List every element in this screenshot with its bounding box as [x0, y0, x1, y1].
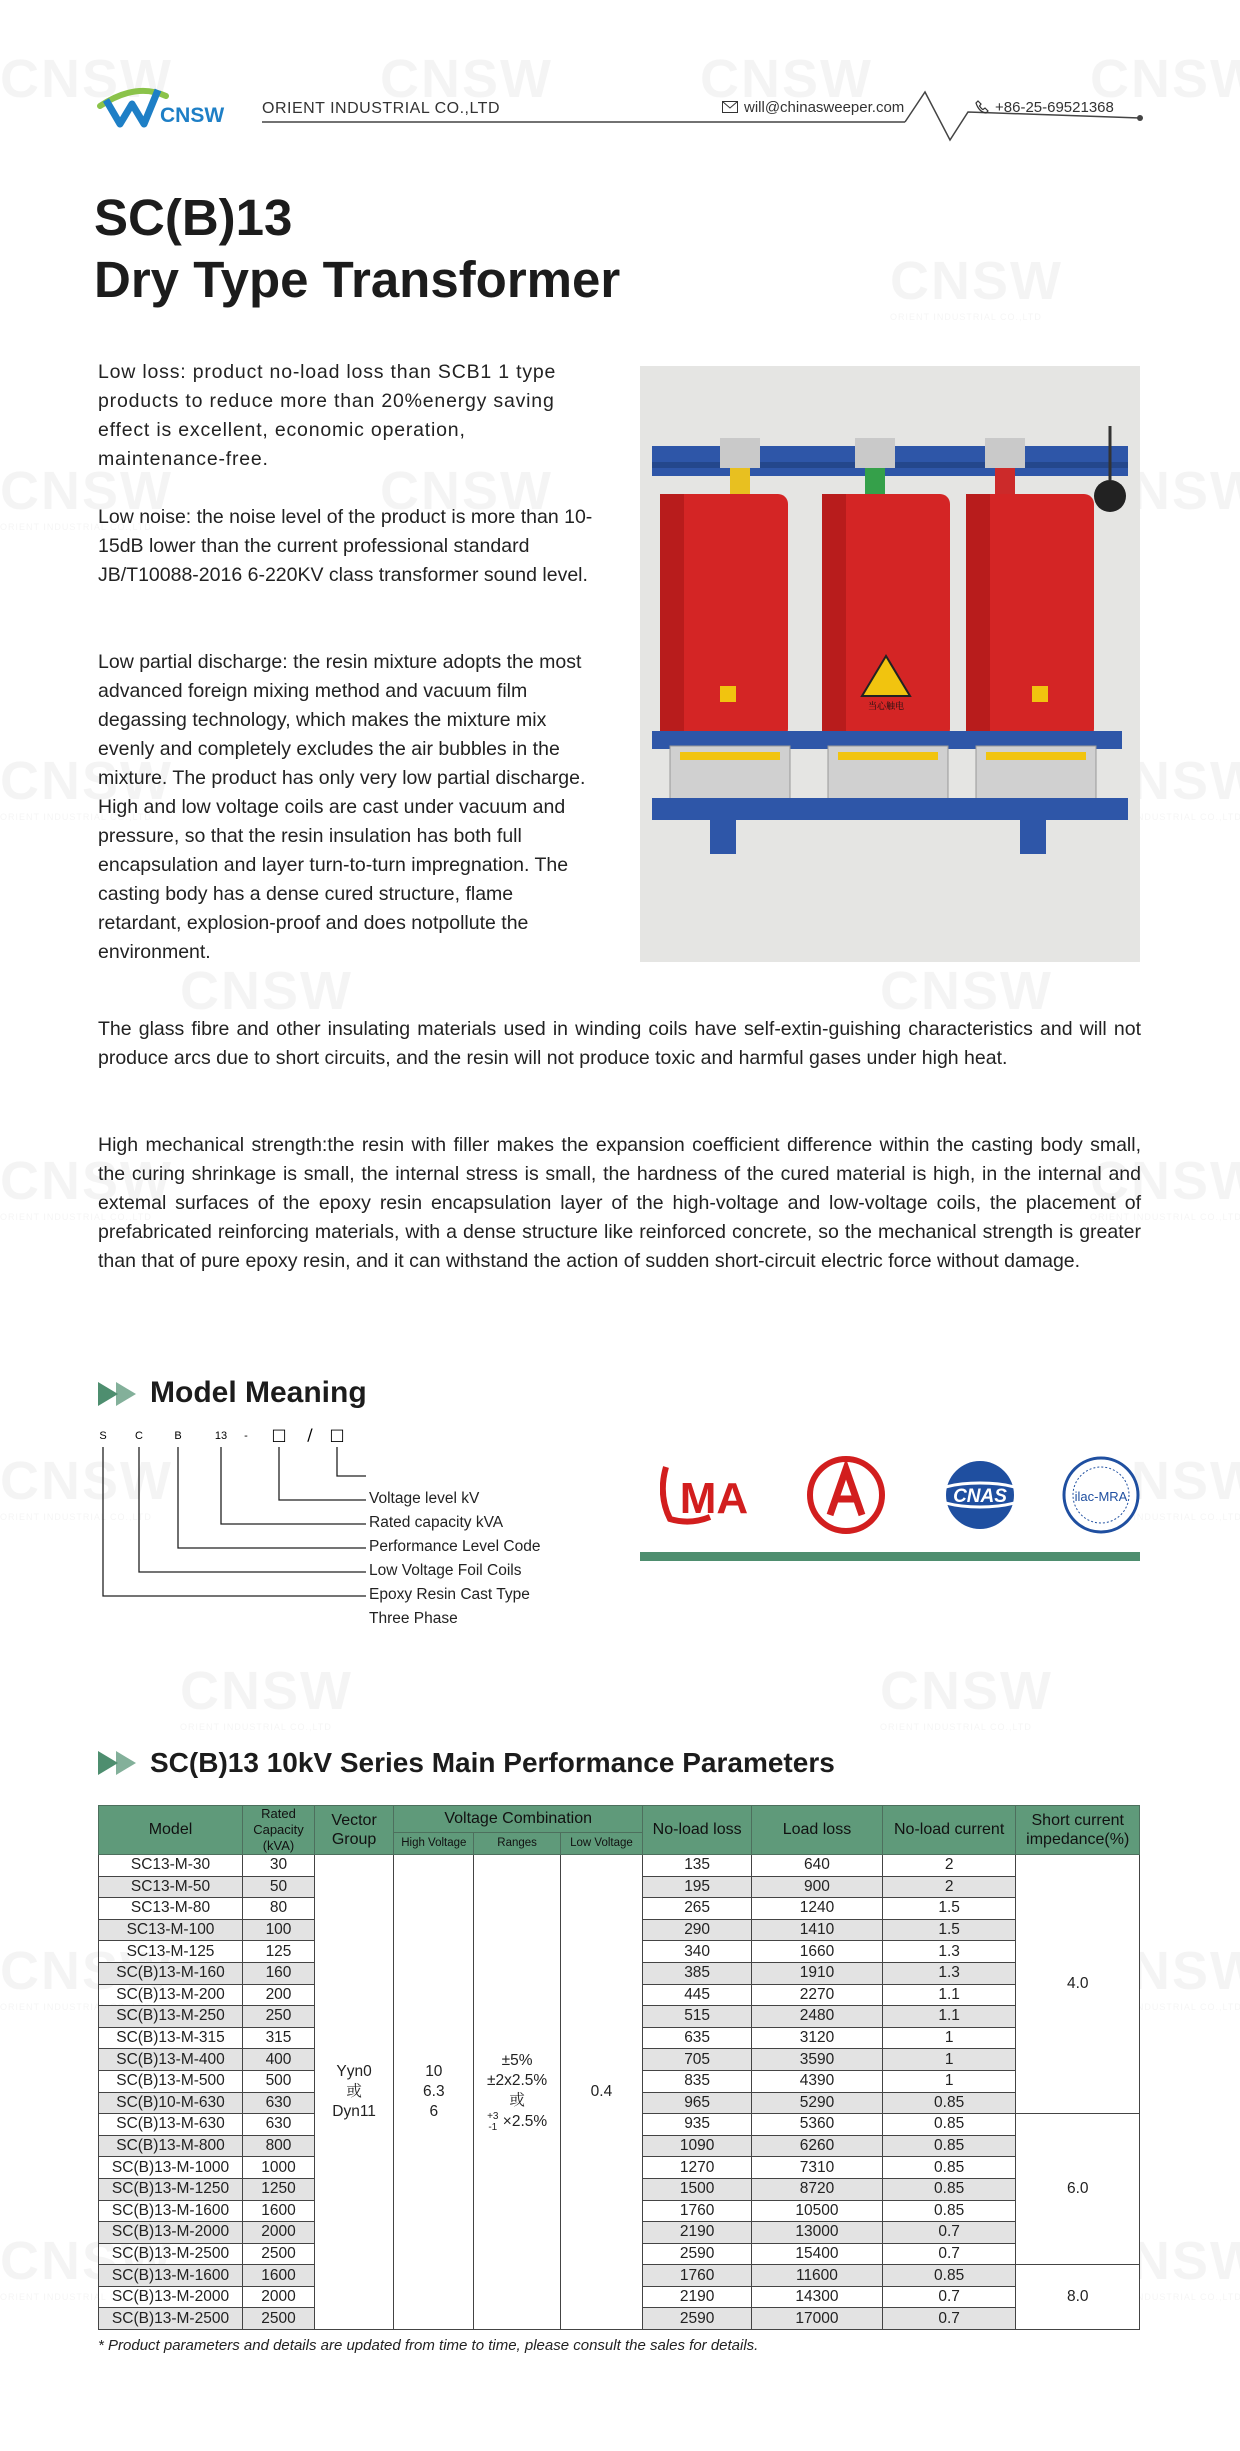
cell-model: SC(B)13-M-2500	[99, 2308, 243, 2330]
cell-model: SC(B)13-M-1600	[99, 2265, 243, 2287]
hv-line: 6.3	[423, 2083, 445, 2101]
cell-load-loss: 13000	[752, 2222, 883, 2244]
cell-load-loss: 10500	[752, 2200, 883, 2222]
cell-capacity: 1000	[243, 2157, 315, 2179]
cell-load-loss: 8720	[752, 2178, 883, 2200]
cell-model: SC(B)13-M-250	[99, 2006, 243, 2028]
col-noload: No-load loss	[643, 1806, 752, 1855]
cell-load-loss: 6260	[752, 2135, 883, 2157]
hv-line: 6	[429, 2103, 439, 2121]
col-hv: High Voltage	[394, 1832, 474, 1854]
cell-impedance: 8.0	[1016, 2265, 1140, 2330]
col-current: No-load current	[882, 1806, 1016, 1855]
cell-noload-current: 1	[882, 2027, 1016, 2049]
cell-model: SC(B)13-M-500	[99, 2070, 243, 2092]
watermark	[180, 1660, 353, 1732]
header-phone[interactable]	[975, 99, 1114, 116]
col-load: Load loss	[752, 1806, 883, 1855]
cell-capacity: 80	[243, 1898, 315, 1920]
section-arrow-icon	[98, 1749, 142, 1777]
cell-noload-current: 0.7	[882, 2286, 1016, 2308]
cal-logo-icon	[800, 1455, 892, 1535]
cell-capacity: 250	[243, 2006, 315, 2028]
cell-load-loss: 11600	[752, 2265, 883, 2287]
code-box-1: □	[271, 1425, 287, 1444]
cell-model: SC(B)13-M-1000	[99, 2157, 243, 2179]
cell-model: SC(B)13-M-1600	[99, 2200, 243, 2222]
cell-noload-current: 1.3	[882, 1962, 1016, 1984]
cell-noload-current: 0.85	[882, 2265, 1016, 2287]
cell-ranges	[474, 1855, 560, 2330]
cell-noload-current: 2	[882, 1855, 1016, 1877]
cell-capacity: 1600	[243, 2265, 315, 2287]
model-label-phase: Three Phase	[369, 1610, 458, 1627]
cell-capacity: 200	[243, 1984, 315, 2006]
cell-impedance: 6.0	[1016, 2114, 1140, 2265]
model-label-performance: Performance Level Code	[369, 1538, 541, 1555]
code-dash: -	[244, 1430, 248, 1442]
cell-capacity: 160	[243, 1962, 315, 1984]
cell-noload-current: 0.7	[882, 2308, 1016, 2330]
model-label-capacity: Rated capacity kVA	[369, 1514, 504, 1531]
col-voltage: Voltage Combination	[394, 1806, 643, 1833]
parameters-table	[98, 1805, 1140, 2330]
feature-low-noise: Low noise: the noise level of the product is more than 10-15dB lower than the current professional standard JB/T10088-2016 6-220KV class transformer sound level.	[98, 506, 593, 586]
col-ranges: Ranges	[474, 1832, 560, 1854]
cell-model: SC(B)13-M-2500	[99, 2243, 243, 2265]
phone-icon	[975, 100, 989, 114]
feature-low-loss: Low loss: product no-load loss than SCB1 1 type products to reduce more than 20%energy saving effect is excellent, economic operation, maintenance-free.	[98, 361, 557, 470]
cell-model: SC(B)13-M-160	[99, 1962, 243, 1984]
cell-load-loss: 900	[752, 1876, 883, 1898]
code-13: 13	[214, 1430, 228, 1442]
cell-noload-current: 1	[882, 2049, 1016, 2071]
range-line	[474, 2111, 559, 2133]
cell-noload-current: 0.85	[882, 2092, 1016, 2114]
cell-model: SC13-M-50	[99, 1876, 243, 1898]
header-email[interactable]	[722, 99, 904, 116]
cell-capacity: 2500	[243, 2308, 315, 2330]
cell-capacity: 400	[243, 2049, 315, 2071]
params-heading: SC(B)13 10kV Series Main Performance Parameters	[150, 1747, 835, 1778]
cell-model: SC13-M-100	[99, 1919, 243, 1941]
cell-noload-loss: 290	[643, 1919, 752, 1941]
cnas-text: CNAS	[953, 1486, 1007, 1507]
cell-noload-loss: 195	[643, 1876, 752, 1898]
range-plus: +3	[487, 2111, 499, 2123]
cell-capacity: 50	[243, 1876, 315, 1898]
code-b: B	[174, 1430, 182, 1442]
cell-load-loss: 5290	[752, 2092, 883, 2114]
cell-low-voltage	[560, 1855, 642, 2330]
cell-capacity: 315	[243, 2027, 315, 2049]
cell-model: SC(B)13-M-200	[99, 1984, 243, 2006]
page-header	[0, 0, 1240, 150]
cell-model: SC(B)13-M-800	[99, 2135, 243, 2157]
cell-model: SC(B)13-M-2000	[99, 2222, 243, 2244]
cell-load-loss: 1240	[752, 1898, 883, 1920]
cell-vector-group	[315, 1855, 394, 2330]
ilac-logo	[1060, 1455, 1142, 1537]
cnas-logo	[930, 1455, 1030, 1535]
feature-low-discharge: Low partial discharge: the resin mixture adopts the most advanced foreign mixing method and vacuum film degassing technology, which makes the mixture mix evenly and completely excludes the air bubbles in the mixture. The product has only very low partial discharge. High and low voltage coils are cast under vacuum and pressure, so that the resin insulation has both full encapsulation and layer turn-to-turn impregnation. The casting body has a dense cured structure, flame retardant, explosion-proof and does notpollute the environment.	[98, 651, 586, 963]
cell-model: SC(B)13-M-2000	[99, 2286, 243, 2308]
cell-noload-loss: 385	[643, 1962, 752, 1984]
col-vector: Vector Group	[315, 1806, 394, 1855]
range-line: ±2x2.5%	[487, 2072, 548, 2090]
cell-noload-loss: 445	[643, 1984, 752, 2006]
code-s: S	[99, 1430, 107, 1442]
cell-noload-loss: 705	[643, 2049, 752, 2071]
model-label-epoxy: Epoxy Resin Cast Type	[369, 1586, 530, 1603]
vector-line: 或	[346, 2083, 362, 2101]
cell-noload-loss: 1760	[643, 2265, 752, 2287]
page-title-line1: SC(B)13	[94, 189, 293, 246]
cell-noload-loss: 135	[643, 1855, 752, 1877]
watermark	[880, 1660, 1053, 1732]
cell-model: SC13-M-125	[99, 1941, 243, 1963]
model-label-foil: Low Voltage Foil Coils	[369, 1562, 522, 1579]
cell-capacity: 500	[243, 2070, 315, 2092]
cell-load-loss: 3120	[752, 2027, 883, 2049]
cell-noload-loss: 2590	[643, 2308, 752, 2330]
company-logo[interactable]	[96, 72, 246, 132]
cell-noload-loss: 515	[643, 2006, 752, 2028]
cell-load-loss: 2270	[752, 1984, 883, 2006]
cell-load-loss: 1410	[752, 1919, 883, 1941]
cell-noload-current: 0.85	[882, 2157, 1016, 2179]
cell-noload-loss: 965	[643, 2092, 752, 2114]
lv-line: 0.4	[590, 2083, 613, 2101]
cell-capacity: 100	[243, 1919, 315, 1941]
feature-self-extinguishing: The glass fibre and other insulating materials used in winding coils have self-extin-guishing characteristics and will not produce arcs due to short circuits, and the resin will not produce toxic and harmful gases under high heat.	[98, 1018, 1141, 1069]
model-meaning-heading: Model Meaning	[150, 1376, 367, 1409]
model-code-diagram	[96, 1425, 386, 1640]
cell-noload-current: 2	[882, 1876, 1016, 1898]
cell-noload-current: 1.5	[882, 1919, 1016, 1941]
parameters-body	[99, 1855, 1140, 2330]
watermark	[880, 960, 1053, 1022]
company-name: ORIENT INDUSTRIAL CO.,LTD	[262, 100, 501, 117]
cell-noload-loss: 835	[643, 2070, 752, 2092]
cell-capacity: 630	[243, 2092, 315, 2114]
cell-noload-loss: 1270	[643, 2157, 752, 2179]
code-box-2: □	[329, 1425, 345, 1444]
range-line: ±5%	[501, 2052, 533, 2070]
page-title-line2: Dry Type Transformer	[94, 251, 621, 308]
hv-line: 10	[425, 2063, 443, 2081]
cell-noload-loss: 1760	[643, 2200, 752, 2222]
cell-model: SC(B)13-M-315	[99, 2027, 243, 2049]
cell-capacity: 1250	[243, 2178, 315, 2200]
cell-load-loss: 640	[752, 1855, 883, 1877]
cell-load-loss: 1910	[752, 1962, 883, 1984]
cell-noload-current: 1.5	[882, 1898, 1016, 1920]
cell-model: SC(B)13-M-1250	[99, 2178, 243, 2200]
code-c: C	[135, 1430, 143, 1442]
section-arrow-icon	[98, 1380, 142, 1408]
range-step: ×2.5%	[502, 2113, 548, 2131]
cell-capacity: 800	[243, 2135, 315, 2157]
col-capacity: Rated Capacity (kVA)	[243, 1806, 315, 1855]
cell-high-voltage	[394, 1855, 474, 2330]
cell-capacity: 630	[243, 2114, 315, 2136]
cell-noload-current: 0.85	[882, 2200, 1016, 2222]
cell-noload-current: 0.85	[882, 2114, 1016, 2136]
cell-noload-loss: 1090	[643, 2135, 752, 2157]
cell-noload-current: 1	[882, 2070, 1016, 2092]
logo-mark-icon	[96, 72, 246, 132]
cell-capacity: 1600	[243, 2200, 315, 2222]
cell-noload-current: 1.3	[882, 1941, 1016, 1963]
cell-model: SC(B)13-M-630	[99, 2114, 243, 2136]
ilac-text: ilac-MRA	[1074, 1489, 1128, 1504]
mail-icon	[722, 101, 738, 113]
range-line: 或	[509, 2092, 525, 2110]
cell-model: SC13-M-30	[99, 1855, 243, 1877]
cell-noload-current: 0.7	[882, 2243, 1016, 2265]
cell-noload-loss: 635	[643, 2027, 752, 2049]
cell-load-loss: 3590	[752, 2049, 883, 2071]
logo-text: CNSW	[160, 104, 225, 127]
cell-load-loss: 17000	[752, 2308, 883, 2330]
product-photo	[640, 366, 1140, 962]
cell-noload-loss: 340	[643, 1941, 752, 1963]
cell-capacity: 2000	[243, 2222, 315, 2244]
watermark	[180, 960, 353, 1022]
cell-impedance: 4.0	[1016, 1855, 1140, 2114]
cell-noload-current: 1.1	[882, 1984, 1016, 2006]
cell-model: SC13-M-80	[99, 1898, 243, 1920]
col-lv: Low Voltage	[560, 1832, 642, 1854]
cell-capacity: 125	[243, 1941, 315, 1963]
cell-load-loss: 2480	[752, 2006, 883, 2028]
cell-noload-current: 0.85	[882, 2135, 1016, 2157]
cell-noload-current: 0.7	[882, 2222, 1016, 2244]
footnote: * Product parameters and details are updated from time to time, please consult the sales for details.	[98, 2337, 759, 2354]
warning-label: 当心触电	[867, 701, 905, 711]
table-row	[99, 1855, 1140, 1877]
cell-load-loss: 5360	[752, 2114, 883, 2136]
cell-model: SC(B)13-M-400	[99, 2049, 243, 2071]
cell-model: SC(B)10-M-630	[99, 2092, 243, 2114]
cell-capacity: 2000	[243, 2286, 315, 2308]
watermark	[890, 250, 1063, 322]
cell-noload-loss: 1500	[643, 2178, 752, 2200]
model-label-voltage: Voltage level kV	[369, 1490, 480, 1507]
vector-line: Yyn0	[336, 2063, 372, 2081]
cma-logo	[660, 1455, 760, 1535]
cell-capacity: 30	[243, 1855, 315, 1877]
cell-load-loss: 1660	[752, 1941, 883, 1963]
cell-noload-current: 1.1	[882, 2006, 1016, 2028]
cell-noload-loss: 935	[643, 2114, 752, 2136]
cell-noload-loss: 265	[643, 1898, 752, 1920]
vector-line: Dyn11	[332, 2103, 376, 2121]
cell-noload-loss: 2590	[643, 2243, 752, 2265]
cell-load-loss: 15400	[752, 2243, 883, 2265]
range-minus: -1	[488, 2122, 498, 2134]
email-text: will@chinasweeper.com	[744, 99, 905, 116]
feature-mechanical-strength: High mechanical strength:the resin with filler makes the expansion coefficient difference within the casting body small, the curing shrinkage is small, the internal stress is small, the hardness of the cured material is high, in the internal and extemal surfaces of the epoxy resin encapsulation layer of the high-voltage and low-voltage coils, the placement of prefabricated reinforcing materials, with a dense structure like reinforced concrete, so the mechanical strength is greater than that of pure epoxy resin, and it can withstand the action of sudden short-circuit electric force without damage.	[98, 1134, 1141, 1272]
cell-noload-current: 0.85	[882, 2178, 1016, 2200]
cell-load-loss: 7310	[752, 2157, 883, 2179]
col-model: Model	[99, 1806, 243, 1855]
cell-noload-loss: 2190	[643, 2286, 752, 2308]
cell-load-loss: 4390	[752, 2070, 883, 2092]
phone-text: +86-25-69521368	[995, 99, 1114, 116]
cell-noload-loss: 2190	[643, 2222, 752, 2244]
col-impedance: Short current impedance(%)	[1016, 1806, 1140, 1855]
cert-divider	[640, 1552, 1140, 1561]
code-slash: /	[307, 1425, 313, 1444]
cell-capacity: 2500	[243, 2243, 315, 2265]
cma-text: MA	[679, 1474, 749, 1523]
transformer-illustration	[640, 366, 1140, 962]
cell-load-loss: 14300	[752, 2286, 883, 2308]
